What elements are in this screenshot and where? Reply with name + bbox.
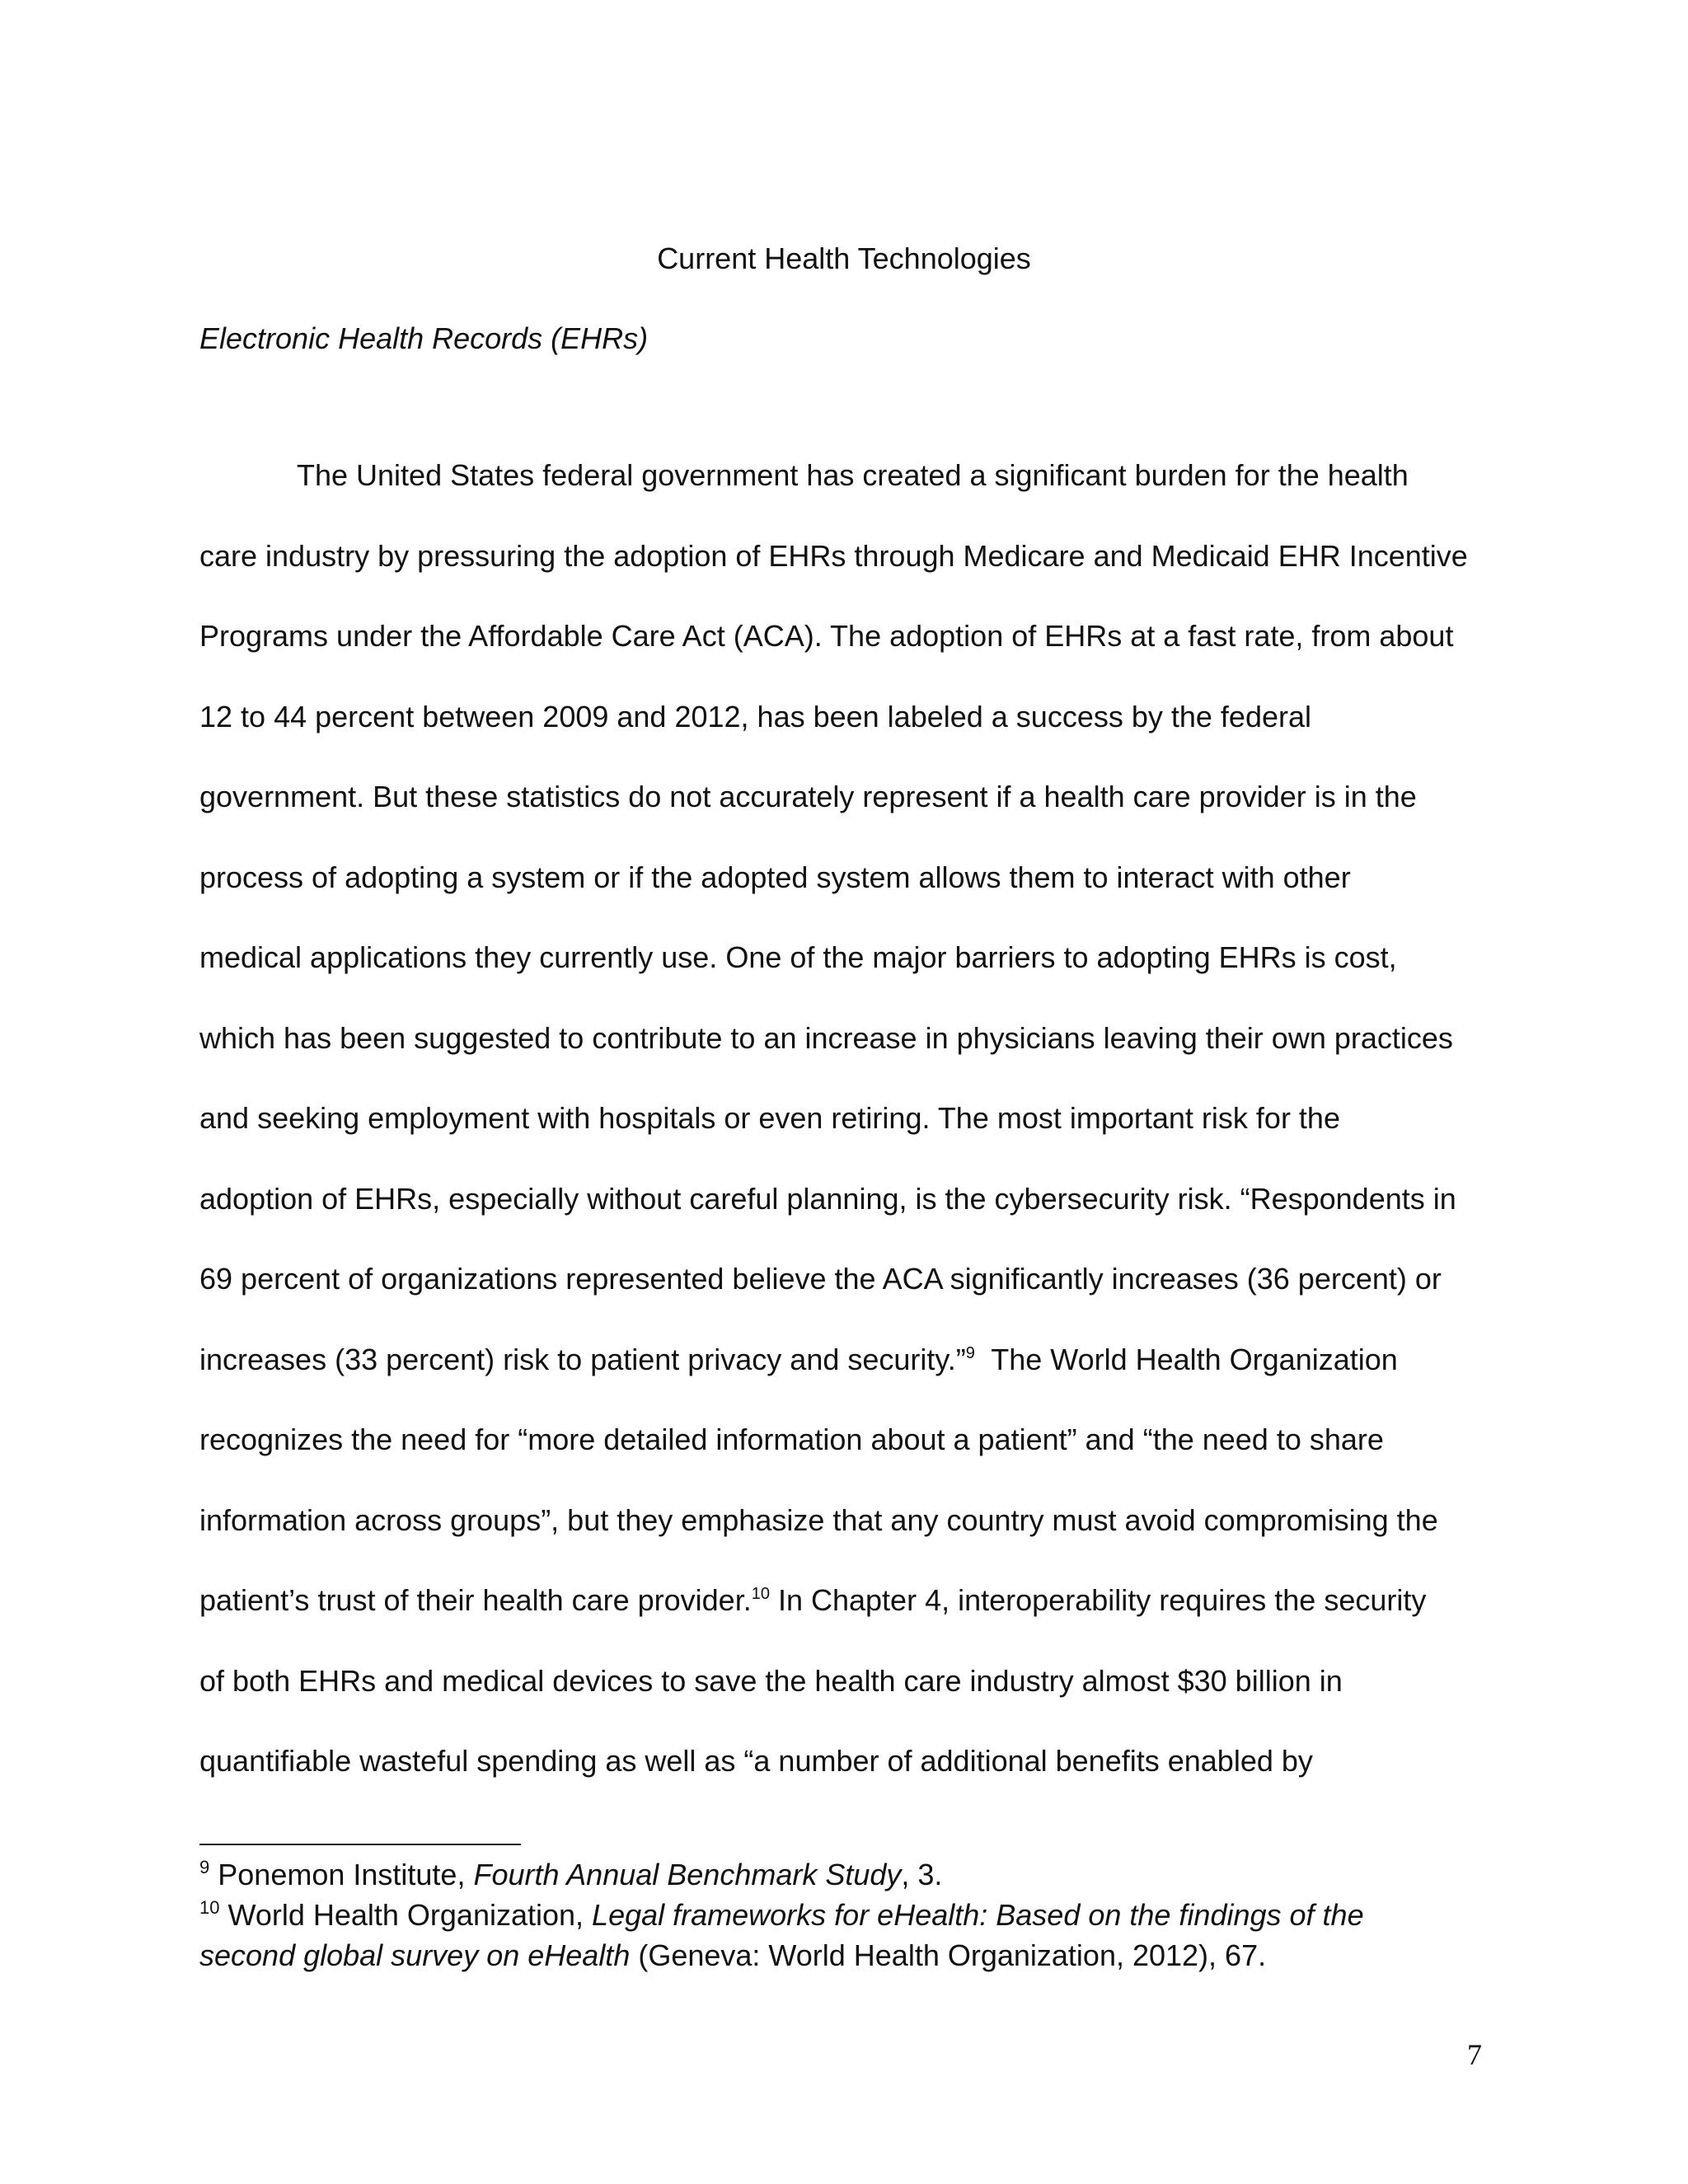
body-line: process of adopting a system or if the adopted system allows them to interact with other [199, 860, 1351, 894]
footnote-reference-10[interactable]: 10 [751, 1585, 770, 1603]
section-heading: Electronic Health Records (EHRs) [199, 321, 649, 355]
footnote-separator [199, 1844, 521, 1845]
body-line: 12 to 44 percent between 2009 and 2012, has been labeled a success by the federal [199, 699, 1311, 733]
footnote-number: 9 [199, 1857, 210, 1877]
footnote-source-title: Legal frameworks for eHealth: Based on the findings of the [592, 1898, 1364, 1932]
body-line [199, 1560, 1497, 1641]
page-number: 7 [1467, 2038, 1482, 2071]
body-line: recognizes the need for “more detailed information about a patient” and “the need to share [199, 1422, 1384, 1456]
body-line: government. But these statistics do not accurately represent if a health care provider is in the [199, 780, 1417, 813]
body-line: of both EHRs and medical devices to save the health care industry almost $30 billion in [199, 1663, 1343, 1698]
body-text-segment: In Chapter 4, interoperability requires the security [769, 1583, 1427, 1617]
footnotes [199, 1854, 1497, 1975]
page-title: Current Health Technologies [657, 241, 1031, 275]
body-line: Programs under the Affordable Care Act (ACA). The adoption of EHRs at a fast rate, from about [199, 619, 1454, 653]
footnote-10-continued [199, 1935, 1497, 1975]
body-text-segment: increases (33 percent) risk to patient privacy and security.” [199, 1342, 966, 1376]
body-line: which has been suggested to contribute to an increase in physicians leaving their own practices [199, 1020, 1453, 1055]
footnote-text: (Geneva: World Health Organization, 2012), 67. [630, 1938, 1267, 1972]
body-text-segment: The World Health Organization [974, 1342, 1398, 1376]
footnote-text: Ponemon Institute, [218, 1858, 474, 1891]
footnote-source-title: Fourth Annual Benchmark Study [473, 1858, 902, 1891]
footnote-text: , 3. [901, 1858, 943, 1891]
body-line: medical applications they currently use. One of the major barriers to adopting EHRs is cost, [199, 940, 1397, 974]
body-line: quantifiable wasteful spending as well as “a number of additional benefits enabled by [199, 1744, 1313, 1778]
footnote-10 [199, 1895, 1497, 1935]
footnote-number: 10 [199, 1897, 220, 1918]
body-line: and seeking employment with hospitals or even retiring. The most important risk for the [199, 1101, 1340, 1135]
body-line: 69 percent of organizations represented believe the ACA significantly increases (36 percent) or [199, 1262, 1442, 1296]
footnote-9 [199, 1854, 1497, 1895]
body-text-segment: patient’s trust of their health care provider. [199, 1583, 752, 1617]
body-line: The United States federal government has created a significant burden for the health [297, 458, 1409, 492]
body-line: information across groups”, but they emphasize that any country must avoid compromising the [199, 1502, 1438, 1537]
footnote-text: World Health Organization, [227, 1898, 593, 1932]
body-line: care industry by pressuring the adoption of EHRs through Medicare and Medicaid EHR Incentive [199, 538, 1468, 573]
body-line [199, 1319, 1497, 1400]
footnote-source-title: second global survey on eHealth [199, 1938, 631, 1972]
body-paragraph [199, 435, 1497, 1802]
footnote-reference-9[interactable]: 9 [965, 1343, 975, 1362]
body-line: adoption of EHRs, especially without careful planning, is the cybersecurity risk. “Respondents in [199, 1181, 1456, 1216]
